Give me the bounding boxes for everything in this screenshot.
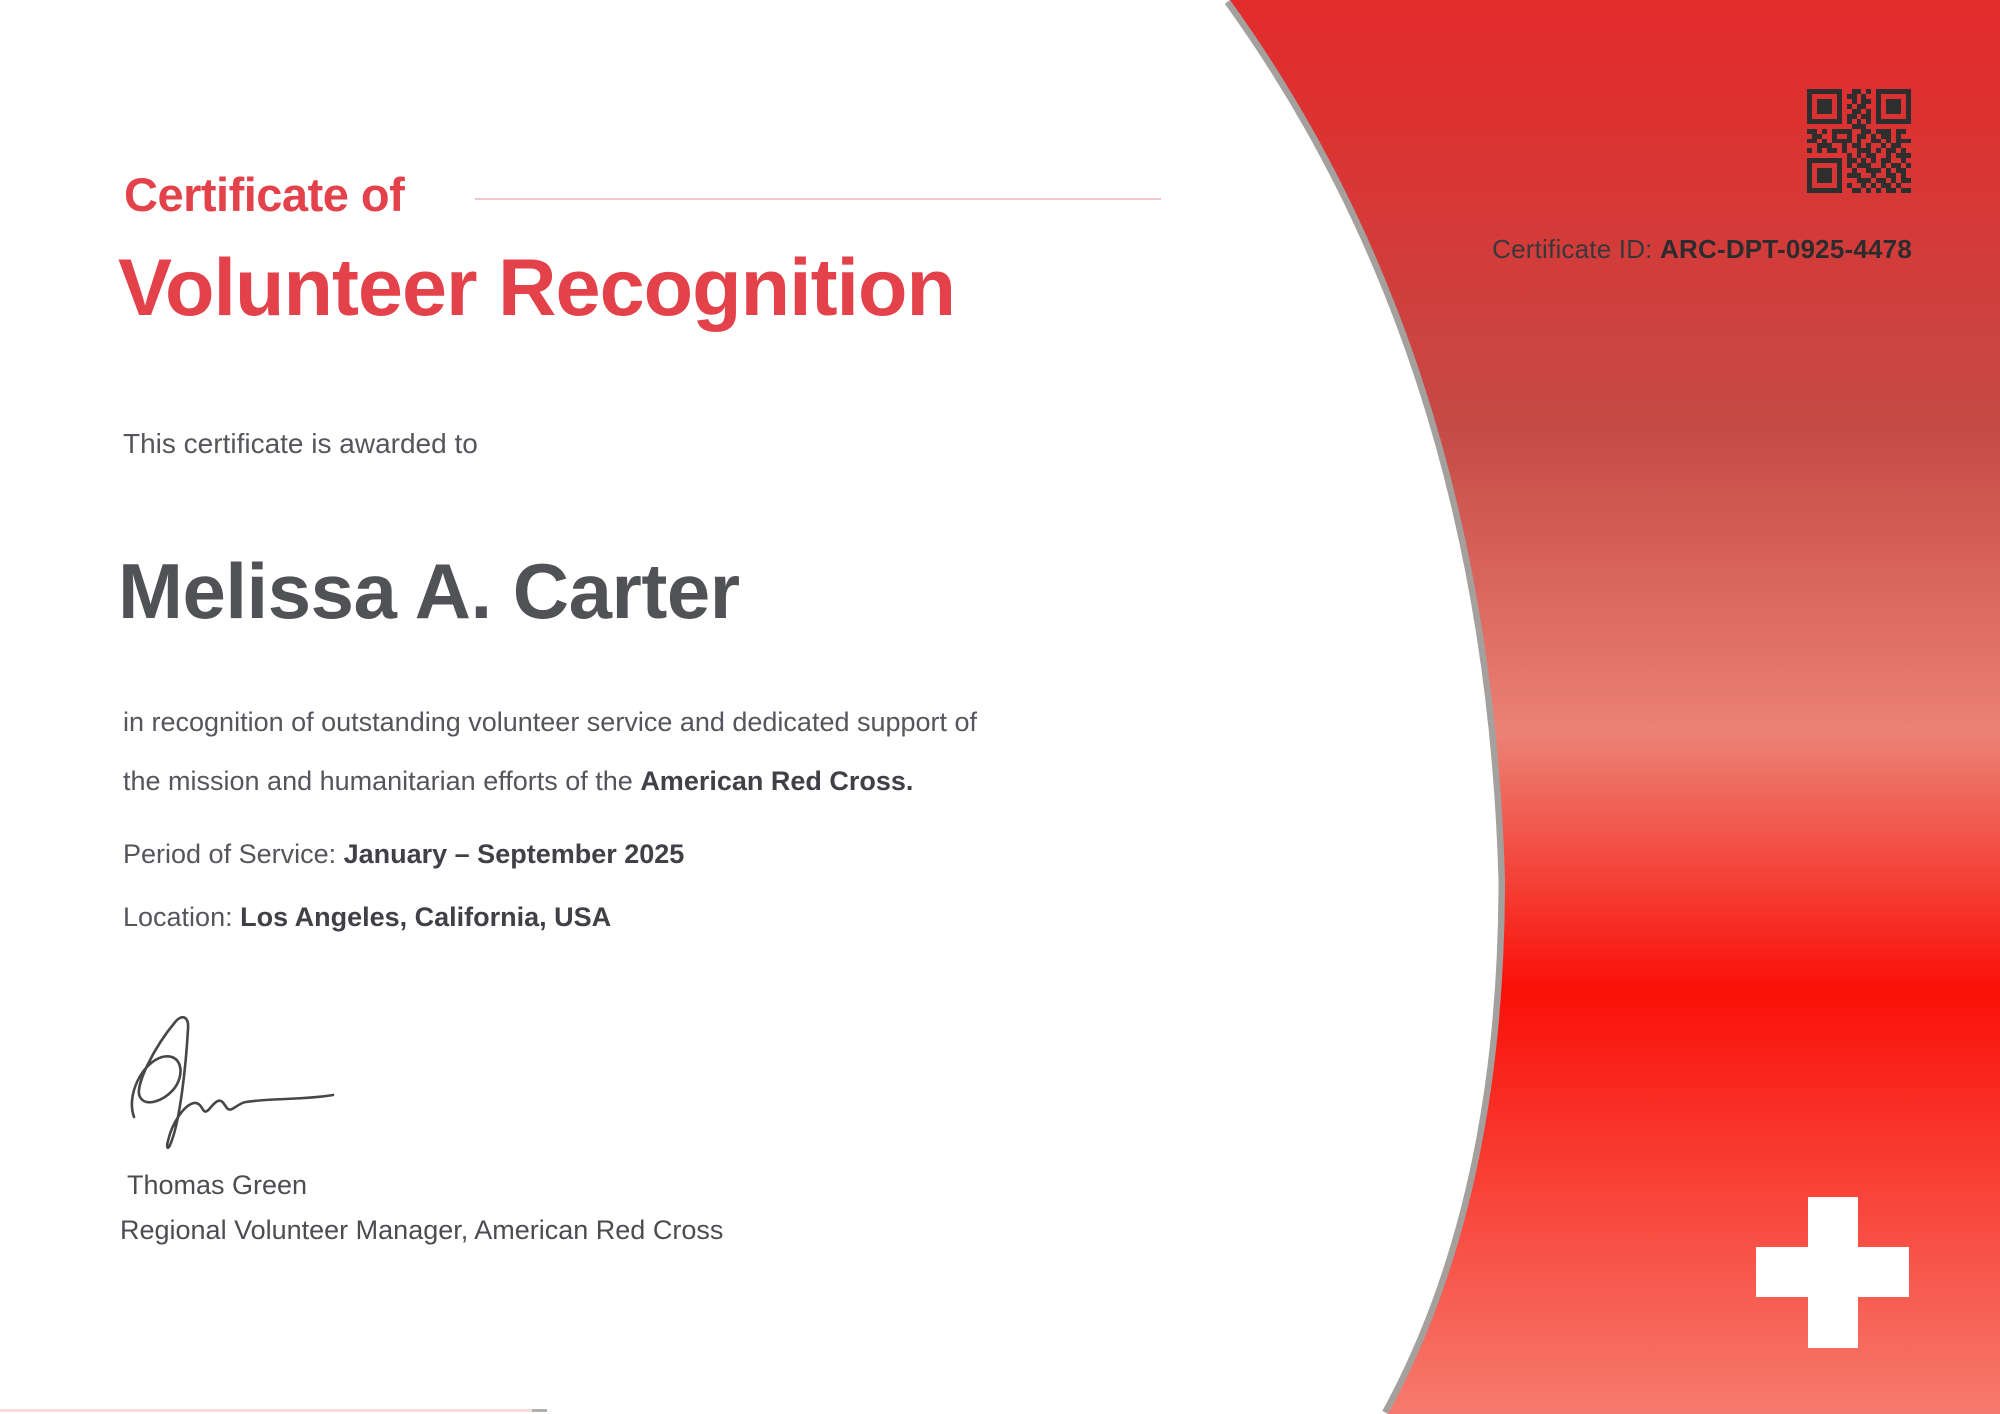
qr-module bbox=[1906, 188, 1911, 193]
location-label: Location: bbox=[123, 902, 241, 932]
red-cross-icon bbox=[1756, 1197, 1909, 1348]
certificate-id-value: ARC-DPT-0925-4478 bbox=[1660, 234, 1912, 264]
signer-title: Regional Volunteer Manager, American Red Cross bbox=[120, 1215, 724, 1245]
certificate-id bbox=[1492, 234, 1912, 265]
body-line-2-prefix: the mission and humanitarian efforts of the bbox=[123, 766, 641, 796]
body-line-2-bold: American Red Cross. bbox=[640, 766, 914, 796]
bottom-hairline bbox=[0, 1409, 532, 1412]
certificate-title: Volunteer Recognition bbox=[118, 243, 956, 333]
signer-name: Thomas Green bbox=[127, 1170, 308, 1200]
period-label: Period of Service: bbox=[123, 839, 344, 869]
qr-code-icon bbox=[1807, 89, 1911, 193]
location-line bbox=[123, 902, 611, 933]
body-line-2 bbox=[123, 766, 913, 797]
bottom-hairline-cap bbox=[532, 1409, 547, 1412]
body-line-1: in recognition of outstanding volunteer service and dedicated support of bbox=[123, 707, 978, 737]
recipient-name: Melissa A. Carter bbox=[118, 547, 740, 635]
handwritten-signature bbox=[126, 1005, 346, 1160]
certificate-id-label: Certificate ID: bbox=[1492, 234, 1661, 264]
certificate-eyebrow: Certificate of bbox=[124, 168, 405, 221]
period-of-service bbox=[123, 839, 684, 870]
header-divider-line bbox=[475, 198, 1161, 200]
period-value: January – September 2025 bbox=[343, 839, 685, 869]
cross-horizontal-bar bbox=[1756, 1247, 1909, 1297]
location-value: Los Angeles, California, USA bbox=[240, 902, 612, 932]
awarded-intro: This certificate is awarded to bbox=[123, 428, 478, 459]
